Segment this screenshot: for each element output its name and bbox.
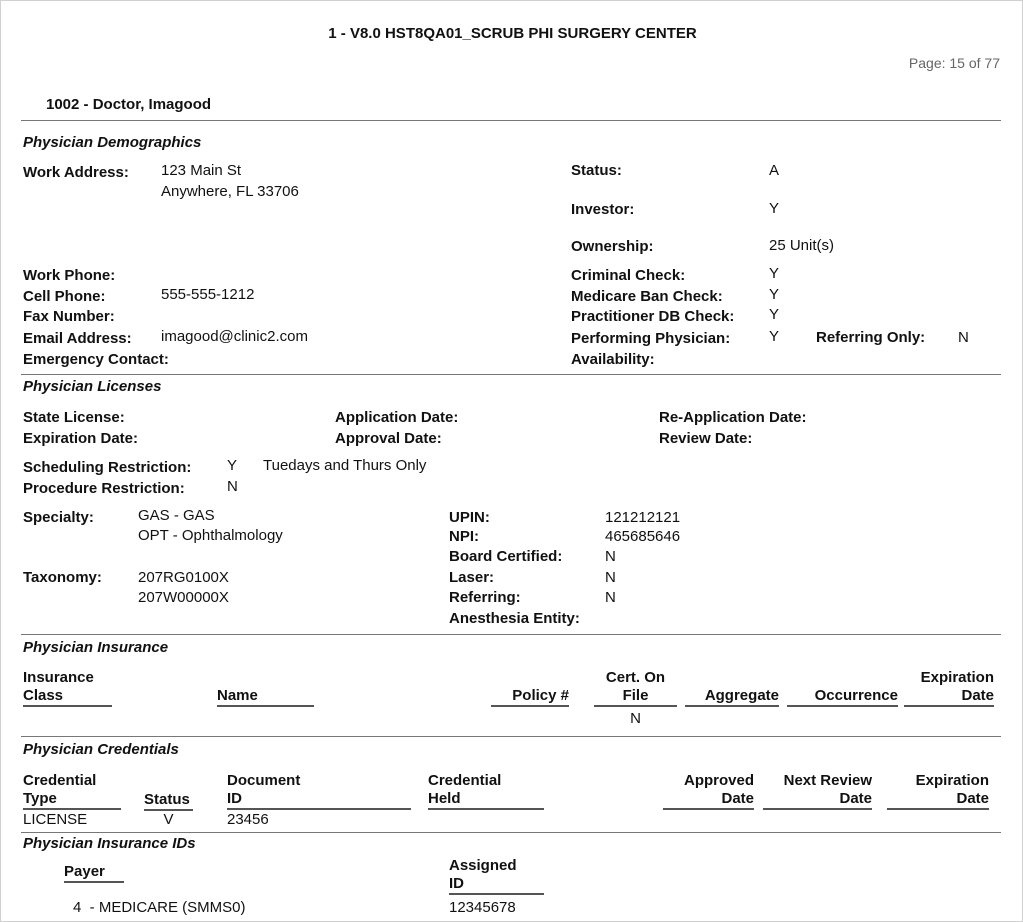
header-credential-expiration: Expiration Date (887, 772, 989, 810)
board: N (605, 548, 616, 565)
section-licenses: Physician Licenses (23, 378, 162, 395)
report-title: 1 - V8.0 HST8QA01_SCRUB PHI SURGERY CENTER (328, 25, 697, 42)
assigned-id: 12345678 (449, 899, 516, 916)
header-approved-date: Approved Date (663, 772, 754, 810)
header-occurrence: Occurrence (787, 687, 898, 707)
procedure: N (227, 478, 238, 495)
document-id: 23456 (227, 811, 269, 828)
medicare-ban: Y (769, 286, 780, 303)
practitioner-db: Y (769, 306, 780, 323)
upin-label: UPIN: (449, 509, 490, 526)
scheduling: Y (227, 457, 238, 474)
ownership-label: Ownership: (571, 238, 654, 255)
review-date-label: Review Date: (659, 430, 753, 447)
laser-label: Laser: (449, 569, 495, 586)
divider (21, 120, 1001, 121)
criminal-label: Criminal Check: (571, 267, 686, 284)
work-address-line1: 123 Main St (161, 162, 242, 179)
work-address-label: Work Address: (23, 164, 129, 181)
divider (21, 634, 1001, 635)
email-label: Email Address: (23, 330, 132, 347)
performing-label: Performing Physician: (571, 330, 731, 347)
payer: 4 - MEDICARE (SMMS0) (73, 899, 246, 916)
divider (21, 736, 1001, 737)
cert-on-file: N (630, 710, 641, 727)
approval-date-label: Approval Date: (335, 430, 442, 447)
criminal: Y (769, 265, 780, 282)
referring: N (605, 589, 616, 606)
emergency-label: Emergency Contact: (23, 351, 169, 368)
investor-label: Investor: (571, 201, 635, 218)
divider (21, 374, 1001, 375)
specialty-label: Specialty: (23, 509, 94, 526)
reapplication-date-label: Re-Application Date: (659, 409, 807, 426)
header-expiration-date: Expiration Date (904, 669, 994, 707)
divider (21, 832, 1001, 833)
header-next-review-date: Next Review Date (763, 772, 872, 810)
taxonomy: 207W00000X (138, 589, 229, 606)
specialty: OPT - Ophthalmology (138, 527, 283, 544)
state-license-label: State License: (23, 409, 125, 426)
medicare-ban-label: Medicare Ban Check: (571, 288, 723, 305)
cell-phone: 555-555-1212 (161, 286, 255, 303)
header-cert-on-file: Cert. On File (594, 669, 677, 707)
section-insurance: Physician Insurance (23, 639, 169, 656)
referring-only: N (958, 329, 969, 346)
section-demographics: Physician Demographics (23, 134, 202, 151)
practitioner-db-label: Practitioner DB Check: (571, 308, 735, 325)
scheduling-note: Tuedays and Thurs Only (263, 457, 427, 474)
ownership: 25 Unit(s) (769, 237, 835, 254)
header-aggregate: Aggregate (685, 687, 779, 707)
header-document-id: Document ID (227, 772, 411, 810)
application-date-label: Application Date: (335, 409, 459, 426)
work-address-line2: Anywhere, FL 33706 (161, 183, 299, 200)
referring-only-label: Referring Only: (816, 329, 926, 346)
board-label: Board Certified: (449, 548, 563, 565)
anesthesia-label: Anesthesia Entity: (449, 610, 580, 627)
taxonomy-label: Taxonomy: (23, 569, 102, 586)
npi: 465685646 (605, 528, 681, 545)
investor: Y (769, 200, 780, 217)
expiration-date-label: Expiration Date: (23, 430, 139, 447)
taxonomy: 207RG0100X (138, 569, 229, 586)
header-status: Status (144, 791, 193, 811)
cell-phone-label: Cell Phone: (23, 288, 106, 305)
upin: 121212121 (605, 509, 681, 526)
header-payer: Payer (64, 863, 124, 883)
section-credentials: Physician Credentials (23, 741, 179, 758)
header-insurance-class: Insurance Class (23, 669, 112, 707)
status-label: Status: (571, 162, 622, 179)
specialty: GAS - GAS (138, 507, 215, 524)
header-credential-held: Credential Held (428, 772, 544, 810)
referring-label: Referring: (449, 589, 521, 606)
procedure-label: Procedure Restriction: (23, 480, 185, 497)
physician-name: 1002 - Doctor, Imagood (46, 96, 212, 113)
npi-label: NPI: (449, 528, 479, 545)
performing: Y (769, 328, 780, 345)
header-assigned-id: Assigned ID (449, 857, 544, 895)
fax-label: Fax Number: (23, 308, 115, 325)
header-credential-type: Credential Type (23, 772, 121, 810)
header-name: Name (217, 687, 314, 707)
email: imagood@clinic2.com (161, 328, 308, 345)
credential-status: V (163, 811, 174, 828)
header-policy: Policy # (491, 687, 569, 707)
work-phone-label: Work Phone: (23, 267, 116, 284)
credential-type: LICENSE (23, 811, 88, 828)
availability-label: Availability: (571, 351, 655, 368)
page-number: Page: 15 of 77 (908, 55, 1000, 71)
scheduling-label: Scheduling Restriction: (23, 459, 192, 476)
status: A (769, 162, 780, 179)
section-insurance-ids: Physician Insurance IDs (23, 835, 196, 852)
laser: N (605, 569, 616, 586)
